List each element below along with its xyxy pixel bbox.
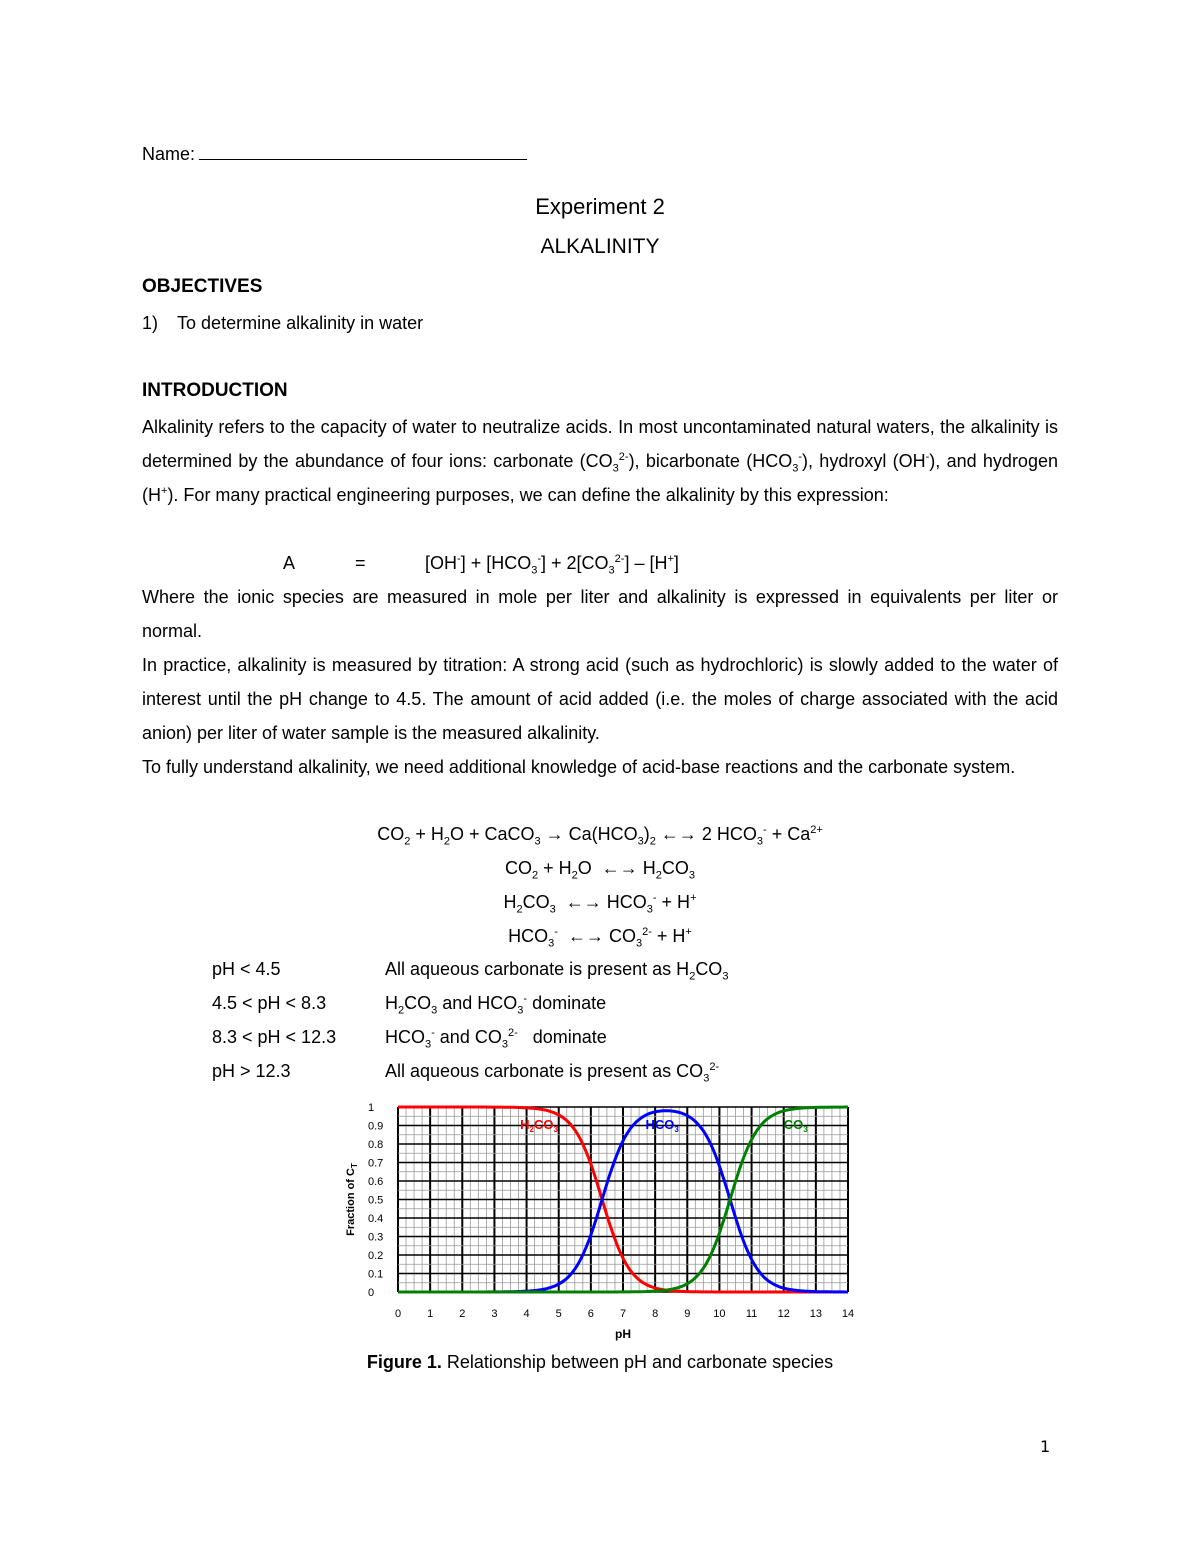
intro-p1-text-e: ). For many practical engineering purposes, we can define the alkalinity by this expression:: [167, 485, 889, 505]
y-tick-label: 0.6: [368, 1176, 384, 1188]
intro-paragraph-1: Alkalinity refers to the capacity of water to neutralize acids. In most uncontaminated natural waters, the alkalinity is determined by the abundance of four ions: carbonate $(CO_3^{2-})$, bicarbonate $(HCO_3^-)$, hydroxyl (OH-), and hydrogen (H+). For many practical engineering purposes, we can define the alkalinity by this expression:: [142, 417, 1058, 505]
x-tick-label: 5: [555, 1308, 562, 1320]
ph-row-2: [212, 993, 607, 1017]
x-tick-label: 8: [652, 1308, 659, 1320]
ph-desc: All aqueous carbonate is present as $H_2CO_3$: [385, 959, 729, 983]
ph-desc: $H_2CO_3$ and $HCO_3^-$ dominate: [385, 993, 607, 1017]
intro-p1-text-b: ), bicarbonate (HCO: [628, 451, 793, 471]
experiment-subtitle: ALKALINITY: [540, 235, 660, 258]
y-tick-label: 0.3: [368, 1231, 384, 1244]
objective-text: To determine alkalinity in water: [177, 313, 424, 333]
x-tick-label: 1: [427, 1308, 434, 1320]
equation-lhs: A: [283, 553, 296, 573]
objectives-heading: OBJECTIVES: [142, 276, 263, 297]
introduction-heading: INTRODUCTION: [142, 380, 288, 401]
x-axis-label: pH: [615, 1327, 631, 1341]
x-tick-label: 10: [713, 1308, 726, 1320]
x-tick-label: 11: [745, 1308, 758, 1320]
x-tick-label: 9: [684, 1308, 691, 1320]
figure-caption-label: Figure 1.: [366, 1352, 442, 1372]
name-label: Name:: [142, 144, 196, 164]
intro-paragraph-3: In practice, alkalinity is measured by titration: A strong acid (such as hydrochloric) is slowly added to the water of interest until the pH change to 4.5. The amount of acid added (i.e. the moles of charge associated with the acid anion) per liter of water sample is the measured alkalinity.: [142, 655, 1058, 743]
intro-p1-text-c: ), hydroxyl (OH: [802, 451, 926, 471]
intro-paragraph-2: Where the ionic species are measured in mole per liter and alkalinity is expressed in equivalents per liter or normal.: [142, 587, 1058, 641]
co3-label: $CO_3$: [783, 1117, 808, 1135]
figure-caption: [200, 1352, 1000, 1372]
reaction-2: $CO_2 + H_2O$ ←→ $H_2CO_3$: [504, 858, 696, 882]
x-tick-label: 13: [809, 1308, 822, 1320]
figure-caption-text: Relationship between pH and carbonate species: [441, 1352, 834, 1372]
x-tick-label: 7: [619, 1308, 627, 1320]
x-tick-label: 3: [491, 1308, 498, 1320]
ph-range: pH < 4.5: [212, 959, 281, 979]
name-blank-line: [199, 143, 527, 160]
y-tick-label: 0.8: [368, 1139, 384, 1151]
x-tick-label: 6: [587, 1308, 594, 1320]
y-tick-label: 0: [368, 1287, 375, 1299]
ph-row-3: [212, 1027, 607, 1051]
y-tick-label: 0.2: [368, 1250, 384, 1262]
y-tick-label: 1: [368, 1102, 375, 1114]
x-tick-label: 2: [459, 1308, 466, 1320]
reaction-4: $HCO_3^-$ ←→ $CO_3^{2-} + H^+$: [508, 926, 692, 950]
ph-row-4: [212, 1061, 720, 1085]
ph-desc: All aqueous carbonate is present as $CO_3^{2-}$: [385, 1061, 720, 1085]
ph-range: 8.3 < pH < 12.3: [212, 1027, 337, 1047]
reaction-3: $H_2CO_3$ ←→ $HCO_3^- + H^+$: [503, 892, 697, 916]
y-tick-label: 0.5: [368, 1194, 384, 1207]
equation-equals: =: [355, 553, 366, 573]
y-axis-label: Fraction of $C_T$: [345, 1163, 359, 1236]
x-tick-label: 14: [841, 1308, 855, 1320]
hco3-label: $HCO_3$: [645, 1117, 679, 1135]
intro-p1-text-a: Alkalinity refers to the capacity of water to neutralize acids. In most uncontaminated natural waters, the alkalinity is determined by the abundance of four ions: carbonate (CO: [142, 417, 1058, 471]
y-tick-label: 0.4: [368, 1213, 384, 1225]
x-tick-label: 0: [394, 1308, 402, 1320]
page-number: 1: [1040, 1437, 1051, 1456]
reaction-1: $CO_2 + H_2O$ + CaCO$_3$ → $Ca(HCO_3)_2$ ←→ 2 $HCO_3^- + Ca^{2+}$: [377, 824, 823, 848]
x-tick-label: 12: [777, 1308, 790, 1320]
carbonate-species-chart: [330, 1095, 890, 1345]
y-tick-label: 0.1: [368, 1268, 384, 1281]
objective-number: 1): [142, 313, 159, 333]
h2co3-label: $H_2CO_3$: [520, 1117, 558, 1135]
name-field: [142, 143, 527, 164]
experiment-title: Experiment 2: [535, 194, 665, 219]
y-tick-label: 0.9: [368, 1120, 384, 1133]
x-tick-label: 4: [523, 1308, 530, 1320]
intro-p1-text-d: ), and hydrogen (H: [142, 451, 1058, 505]
ph-desc: $HCO_3^-$ and $CO_3^{2-}$ dominate: [385, 1027, 607, 1051]
intro-paragraph-4: To fully understand alkalinity, we need additional knowledge of acid-base reactions and the carbonate system.: [142, 757, 1016, 777]
equation-rhs: $[OH^-] + [HCO_3^-] + 2[CO_3^{2-}] - [H^+]$: [425, 553, 679, 577]
y-tick-label: 0.7: [368, 1157, 384, 1170]
ph-row-1: [212, 959, 729, 983]
objective-item: [142, 313, 423, 333]
ph-range: pH > 12.3: [212, 1061, 291, 1081]
ph-range: 4.5 < pH < 8.3: [212, 993, 327, 1013]
